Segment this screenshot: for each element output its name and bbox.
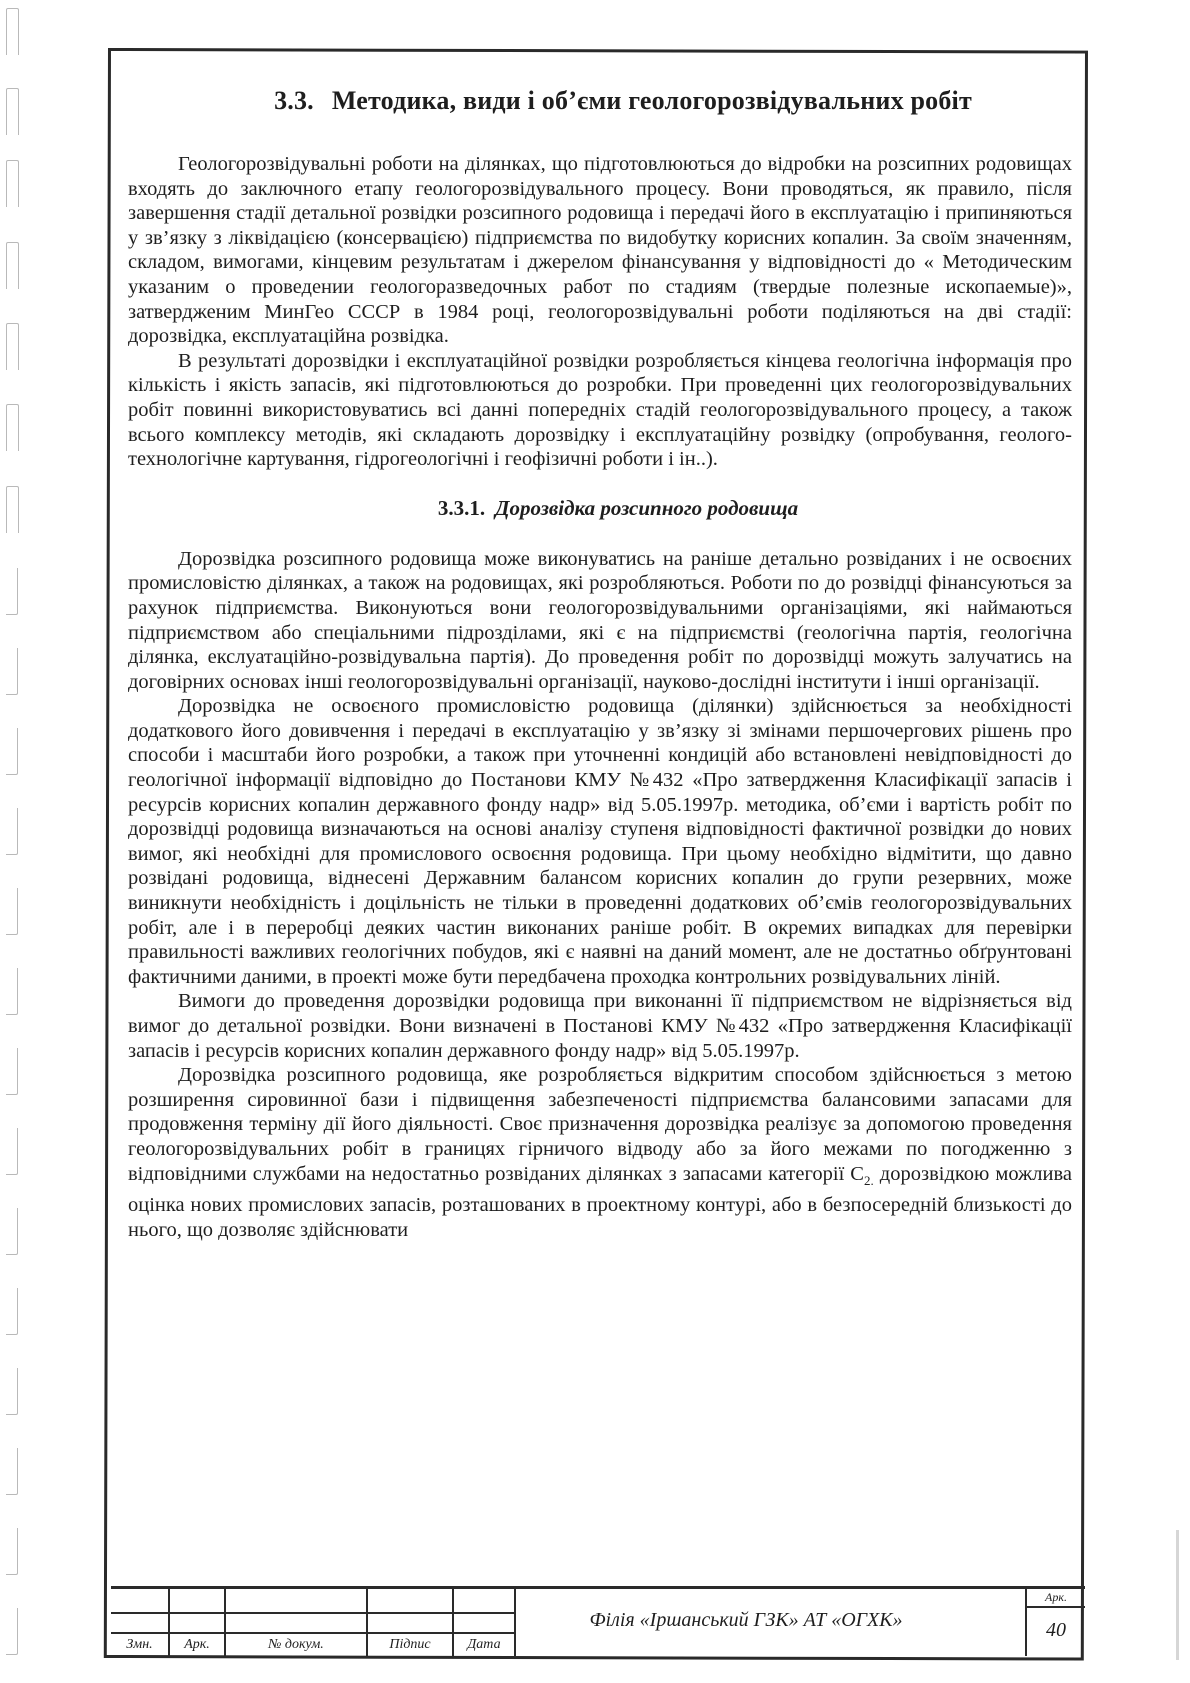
revision-cell [111, 1614, 170, 1634]
revision-cell [454, 1614, 516, 1634]
paragraph: Дорозвідка не освоєного промисловістю родовища (ділянки) здійснюється за необхідності додаткового його довивчення і передачі в експлуатацію у зв’язку зі змінами першочергових рішень про способи і масштаби його розробки, а також при уточненні кондицій або встановлені невідповідності до геологічної інформації відповідно до Постанови КМУ №432 «Про затвердження Класифікації запасів і ресурсів корисних копалин державного фонду надр» від 5.05.1997р. методика, об’єми і вартість робіт по дорозвідці родовища визначаються на основі аналізу ступеня відповідності фактичної розвідки до нових вимог, які необхідні для промислового освоєння родовища. При цьому необхідно відмітити, що давно розвідані родовища, віднесені Державним балансом корисних копалин до групи резервних, може виникнути необхідність і доцільність не тільки в проведенні додаткових об’ємів геологорозвідувальних робіт, але і в переробці деяких частин виконаних раніше робіт. В окремих випадках для перевірки правильності важливих геологічних побудов, які є наявні на даний момент, але не достатньо обґрунтовані фактичними даними, в проекті може бути передбачена проходка контрольних розвідувальних ліній. [128, 695, 1072, 988]
paragraph: Дорозвідка розсипного родовища може виконуватись на раніше детально розвіданих і не освоєних промисловістю ділянках, а також на родовищах, які розробляються. Роботи по до розвідці фінансуються за рахунок підприємства. Виконуються вони геологорозвідувальними організаціями, які наймаються підприємством або спеціальними підрозділами, які є на підприємстві (геологічна партія, геологічна ділянка, екслуатаційно-розвідувальна партія). До проведення робіт по дорозвідці можуть залучатись на договірних основах інші геологорозвідувальні організації, науково-дослідні інститути і інші організації. [128, 547, 1072, 693]
binder-hole [6, 1448, 18, 1495]
column-label-doc-number: № докум. [226, 1634, 368, 1656]
binder-hole [6, 728, 18, 775]
page-content [128, 78, 1078, 1242]
binder-hole [6, 1128, 18, 1175]
binder-hole [6, 323, 19, 370]
binder-hole [6, 1208, 18, 1255]
revision-cell [368, 1614, 454, 1634]
column-label-date: Дата [454, 1634, 516, 1656]
column-label-change: Змн. [111, 1634, 170, 1656]
binder-hole [6, 1608, 18, 1655]
paragraph-text: Дорозвідка розсипного родовища, яке розробляється відкритим способом здійснюється з метою розширення сировинної бази і підвищення забезпеченості підприємства балансовими запасами для продовження терміну дії його діяльності. Своє призначення дорозвідка реалізує за допомогою проведення геологорозвідувальних робіт в границях гірничого відводу або за його межами по погодженню з відповідними службами на недостатньо розвіданих ділянках з запасами категорії С [128, 1064, 1072, 1185]
binder-hole [6, 242, 19, 289]
revision-cell [454, 1589, 516, 1614]
binder-hole [6, 1368, 18, 1415]
scan-edge [1176, 1530, 1179, 1660]
organization-name: Філія «Іршанський ГЗК» АТ «ОГХК» [589, 1609, 903, 1631]
section-number: 3.3. [274, 86, 314, 115]
paragraph-text: дорозвідкою можлива оцінка нових промислових запасів, розташованих в проектному контурі, або в безпосередній близькості до нього, що дозволяє здійснювати [128, 1162, 1073, 1241]
paragraph: В результаті дорозвідки і експлуатаційної розвідки розробляється кінцева геологічна інформація про кількість і якість запасів, які підготовлюються до розробки. При проведенні цих геологорозвідувальних робіт повинні використовуватись всі данні попередніх стадій геологорозвідувального процесу, а також всього комплексу методів, які складають дорозвідку і експлуатаційну розвідку (опробування, геолого-технологічне картування, гідрогеологічні і геофізичні роботи і ін..). [128, 349, 1072, 471]
binder-hole [6, 888, 18, 935]
subsection-title-text: Дорозвідка розсипного родовища [495, 495, 799, 520]
binder-hole [6, 968, 18, 1015]
revision-cell [170, 1589, 226, 1614]
revision-table [111, 1589, 516, 1656]
binder-hole [6, 1048, 18, 1095]
binder-hole [6, 8, 19, 55]
revision-cell [170, 1614, 226, 1634]
binder-hole [6, 808, 18, 855]
revision-cell [226, 1614, 368, 1634]
binder-hole [6, 1528, 18, 1575]
category-subscript: 2. [864, 1172, 874, 1188]
subsection-title [128, 496, 1078, 521]
sheet-label: Арк. [1027, 1586, 1085, 1608]
sheet-box [1025, 1586, 1085, 1656]
binder-hole [6, 486, 19, 533]
revision-cell [226, 1589, 368, 1614]
section-title [128, 86, 1078, 116]
binder-hole [6, 648, 18, 695]
binder-hole [6, 568, 18, 615]
binder-hole [6, 160, 19, 207]
binder-hole [6, 1288, 18, 1335]
column-label-sheet: Арк. [170, 1634, 226, 1656]
binder-hole [6, 404, 19, 451]
binder-holes [6, 0, 26, 1683]
section-title-text: Методика, види і об’єми геологорозвідувальних робіт [331, 86, 972, 115]
column-label-signature: Підпис [368, 1634, 454, 1656]
paragraph: Вимоги до проведення дорозвідки родовища при виконанні її підприємством не відрізняється від вимог до детальної розвідки. Вони визначені в Постанові КМУ №432 «Про затвердження Класифікації запасів і ресурсів корисних копалин державного фонду надр» від 5.05.1997р. [128, 990, 1072, 1062]
revision-cell [368, 1589, 454, 1614]
paragraph [128, 1063, 1078, 1242]
revision-cell [111, 1589, 170, 1614]
title-block [111, 1586, 1085, 1656]
paragraph: Геологорозвідувальні роботи на ділянках, що підготовлюються до відробки на розсипних родовищах входять до заключного етапу геологорозвідувального процесу. Вони проводяться, як правило, після завершення стадії детальної розвідки розсипного родовища і передачі його в експлуатацію і припиняються у зв’язку з ліквідацією (консервацією) підприємства по видобутку корисних копалин. За своїм значенням, складом, вимогами, кінцевим результатам і джерелом фінансування у відповідності до « Методическим указаним о проведении геологоразведочных работ по стадиям (твердые полезные ископаемые)», затвердженим МинГео СССР в 1984 році, геологорозвідувальні роботи поділяються на дві стадії: дорозвідка, експлуатаційна розвідка. [128, 153, 1072, 348]
page-number: 40 [1046, 1619, 1066, 1641]
subsection-number: 3.3.1. [437, 495, 486, 520]
binder-hole [6, 88, 19, 135]
